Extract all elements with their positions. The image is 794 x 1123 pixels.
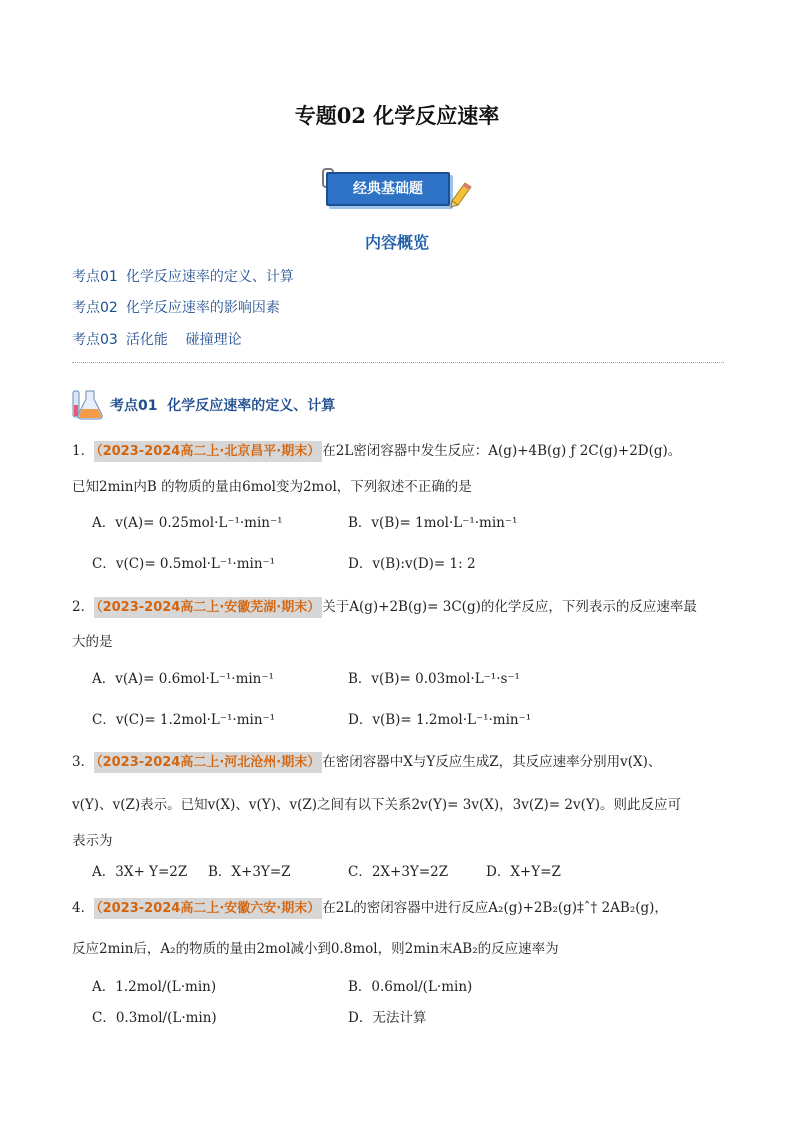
question-text: 在密闭容器中X与Y反应生成Z，其反应速率分别用v(X)、	[322, 754, 662, 770]
section-divider	[72, 362, 724, 363]
option-c: C．0.3mol/(L·min)	[92, 1010, 217, 1026]
pencil-icon	[450, 182, 472, 208]
option-b: B．v(B)= 1mol·L⁻¹·min⁻¹	[348, 515, 518, 531]
question-1-stem-cont: 已知2min内B 的物质的量由6mol变为2mol，下列叙述不正确的是	[72, 479, 472, 495]
question-number: 3．	[72, 754, 95, 770]
question-2-stem-cont: 大的是	[72, 634, 113, 650]
question-4-stem	[72, 896, 668, 916]
flask-icon	[72, 387, 104, 421]
badge-label: 经典基础题	[326, 172, 450, 206]
question-3-stem-cont: v(Y)、v(Z)表示。已知v(X)、v(Y)、v(Z)之间有以下关系2v(Y)= 3v(X)，3v(Z)= 2v(Y)。则此反应可	[72, 797, 682, 813]
question-3-stem-cont: 表示为	[72, 833, 113, 849]
toc-code: 考点02	[72, 300, 118, 316]
question-number: 2．	[72, 599, 95, 615]
question-source: （2023-2024高二上·安徽六安·期末）	[94, 898, 322, 919]
option-a: A．1.2mol/(L·min)	[92, 979, 217, 995]
section-code: 考点01	[110, 398, 158, 414]
section-heading	[110, 395, 335, 415]
toc-item	[72, 266, 294, 286]
option-c: C．2X+3Y=2Z	[348, 864, 449, 880]
toc-item	[72, 297, 280, 317]
option-a: A．v(A)= 0.25mol·L⁻¹·min⁻¹	[92, 515, 283, 531]
question-source: （2023-2024高二上·安徽芜湖·期末）	[94, 597, 322, 618]
option-c: C．v(C)= 0.5mol·L⁻¹·min⁻¹	[92, 556, 276, 572]
option-d: D．X+Y=Z	[486, 864, 561, 880]
option-b: B．X+3Y=Z	[208, 864, 291, 880]
option-b: B．v(B)= 0.03mol·L⁻¹·s⁻¹	[348, 671, 520, 687]
overview-heading: 内容概览	[364, 233, 429, 252]
option-d: D．v(B)= 1.2mol·L⁻¹·min⁻¹	[348, 712, 532, 728]
toc-text: 化学反应速率的定义、计算	[125, 269, 294, 285]
category-badge	[322, 168, 472, 212]
question-source: （2023-2024高二上·河北沧州·期末）	[94, 752, 322, 773]
toc-code: 考点01	[72, 269, 118, 285]
question-text: 在2L密闭容器中发生反应：A(g)+4B(g) ƒ 2C(g)+2D(g)。	[322, 443, 682, 459]
option-a: A．3X+ Y=2Z	[92, 864, 188, 880]
question-number: 4．	[72, 900, 95, 916]
question-3-stem	[72, 750, 661, 770]
question-text: 关于A(g)+2B(g)= 3C(g)的化学反应，下列表示的反应速率最	[322, 599, 697, 615]
question-2-stem	[72, 595, 697, 615]
toc-text: 活化能 碰撞理论	[125, 332, 242, 348]
toc-code: 考点03	[72, 332, 118, 348]
question-text: 在2L的密闭容器中进行反应A₂(g)+2B₂(g)‡ˆ† 2AB₂(g)，	[322, 900, 668, 916]
option-a: A．v(A)= 0.6mol·L⁻¹·min⁻¹	[92, 671, 274, 687]
toc-item	[72, 329, 242, 349]
section-title: 化学反应速率的定义、计算	[167, 398, 336, 414]
page-title: 专题02 化学反应速率	[294, 103, 500, 128]
question-1-stem	[72, 439, 681, 459]
question-number: 1．	[72, 443, 95, 459]
option-b: B．0.6mol/(L·min)	[348, 979, 473, 995]
question-4-stem-cont: 反应2min后，A₂的物质的量由2mol减小到0.8mol，则2min末AB₂的反应速率为	[72, 941, 559, 957]
question-source: （2023-2024高二上·北京昌平·期末）	[94, 441, 322, 462]
option-d: D．无法计算	[348, 1010, 427, 1026]
toc-text: 化学反应速率的影响因素	[125, 300, 280, 316]
option-d: D．v(B):v(D)= 1: 2	[348, 556, 476, 572]
option-c: C．v(C)= 1.2mol·L⁻¹·min⁻¹	[92, 712, 276, 728]
